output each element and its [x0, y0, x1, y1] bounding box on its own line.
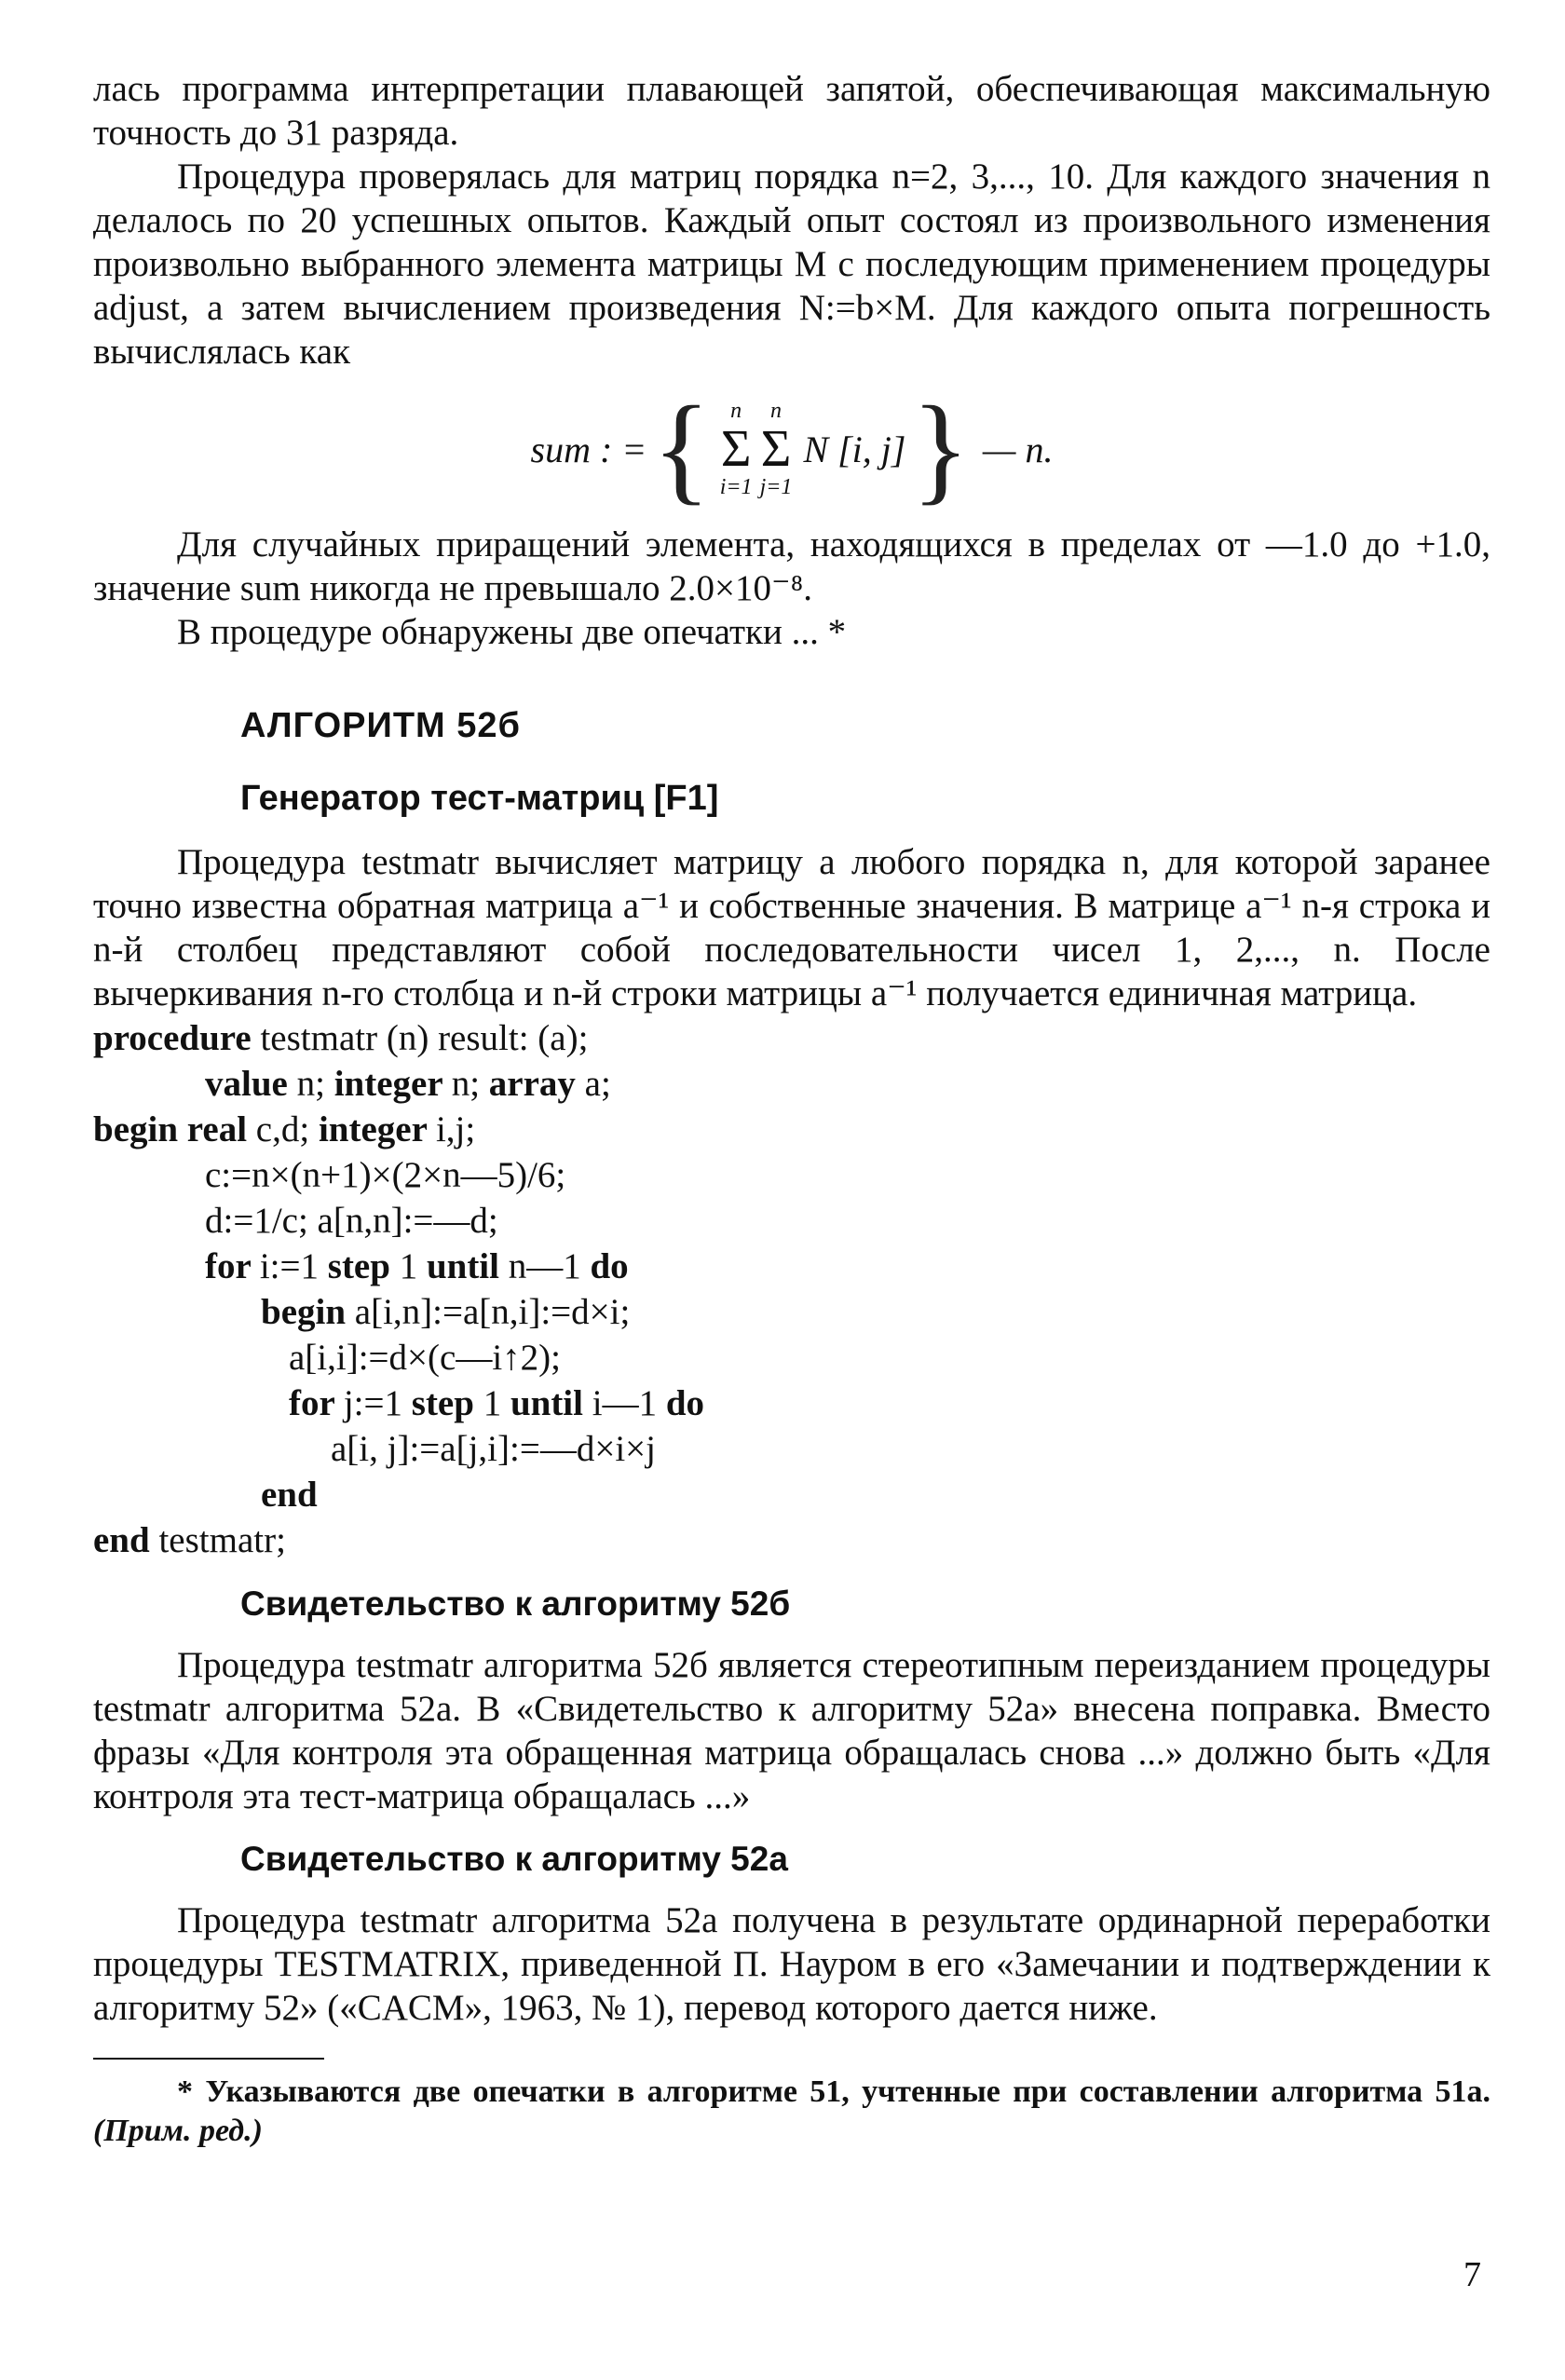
- sum-j-upper: n: [770, 399, 782, 423]
- code-text: c:=n×(n+1)×(2×n—5)/6;: [205, 1155, 566, 1195]
- intro-paragraph-3: Для случайных приращений элемента, находящихся в пределах от —1.0 до +1.0, значение sum никогда не превышало 2.0×10⁻⁸.: [93, 524, 1490, 608]
- sum-i-lower: i=1: [719, 475, 753, 499]
- code-line: [93, 1152, 1490, 1198]
- code-keyword: for: [205, 1246, 260, 1286]
- code-keyword: procedure: [93, 1018, 261, 1058]
- cert-52b-text: Процедура testmatr алгоритма 52б является стереотипным переизданием процедуры testmatr алгоритма 52а. В «Свидетельство к алгоритму 52а» внесена поправка. Вместо фразы «Для контроля эта обращенная матрица обращалась снова ...» должно быть «Для контроля эта тест-матрица обращалась ...»: [93, 1645, 1490, 1816]
- intro-paragraph-1: лась программа интерпретации плавающей запятой, обеспечивающая максимальную точность до 31 разряда.: [93, 69, 1490, 153]
- footnote-divider: [93, 2058, 324, 2060]
- sum-j-lower: j=1: [759, 475, 793, 499]
- code-line: [93, 1380, 1490, 1426]
- formula-brace-open: {: [652, 382, 711, 516]
- intro-paragraph-2: Процедура проверялась для матриц порядка n=2, 3,..., 10. Для каждого значения n делалось по 20 успешных опытов. Каждый опыт состоял из произвольного изменения произвольно выбранного элемента матрицы M с последующим применением процедуры adjust, а затем вычислением произведения N:=b×M. Для каждого опыта погрешность вычислялась как: [93, 156, 1490, 372]
- code-text: 1: [399, 1246, 427, 1286]
- intro-paragraph-4: В процедуре обнаружены две опечатки ... *: [177, 612, 847, 652]
- code-keyword: step: [411, 1383, 483, 1423]
- code-text: i:=1: [259, 1246, 328, 1286]
- footnote-text: Указываются две опечатки в алгоритме 51, учтенные при составлении алгоритма 51а.: [205, 2074, 1491, 2109]
- page-content: [93, 67, 1490, 2151]
- code-text: a[i,n]:=a[n,i]:=d×i;: [354, 1292, 631, 1332]
- page-number: 7: [1463, 2255, 1481, 2294]
- code-text: n;: [451, 1064, 489, 1104]
- code-line: [93, 1198, 1490, 1244]
- error-formula: [93, 379, 1490, 519]
- code-keyword: end: [261, 1475, 327, 1515]
- code-keyword: for: [289, 1383, 344, 1423]
- footnote-editor-note: (Прим. ред.): [93, 2114, 263, 2148]
- code-line: [93, 1426, 1490, 1472]
- code-keyword: integer: [333, 1064, 452, 1104]
- algorithm-subtitle: Генератор тест-матриц [F1]: [240, 779, 719, 818]
- code-keyword: value: [205, 1064, 297, 1104]
- code-listing: [93, 1015, 1490, 1563]
- cert-52a-title: Свидетельство к алгоритму 52а: [240, 1840, 788, 1878]
- code-keyword: array: [488, 1064, 585, 1104]
- footnote: [93, 2073, 1490, 2151]
- sum-i-sigma: Σ: [720, 420, 752, 478]
- code-text: 1: [483, 1383, 510, 1423]
- code-keyword: until: [510, 1383, 592, 1423]
- code-line: [93, 1107, 1490, 1152]
- formula-term: N [i, j]: [803, 428, 906, 470]
- cert-52b-title: Свидетельство к алгоритму 52б: [240, 1584, 791, 1623]
- algorithm-description: Процедура testmatr вычисляет матрицу a любого порядка n, для которой заранее точно известна обратная матрица a⁻¹ и собственные значения. В матрице a⁻¹ n-я строка и n-й столбец представляют собой последовательности чисел 1, 2,..., n. После вычеркивания n-го столбца и n-й строки матрицы a⁻¹ получается единичная матрица.: [93, 842, 1490, 1013]
- code-keyword: until: [426, 1246, 509, 1286]
- cert-52a-text: Процедура testmatr алгоритма 52а получена в результате ординарной переработки процедуры TESTMATRIX, приведенной П. Науром в его «Замечании и подтверждении к алгоритму 52» («CACM», 1963, № 1), перевод которого дается ниже.: [93, 1900, 1490, 2028]
- algorithm-title: АЛГОРИТМ 52б: [240, 706, 521, 745]
- code-text: d:=1/c; a[n,n]:=—d;: [205, 1201, 498, 1241]
- code-keyword: end: [93, 1520, 159, 1560]
- code-keyword: step: [327, 1246, 400, 1286]
- code-keyword: integer: [318, 1109, 436, 1149]
- code-line: [93, 1472, 1490, 1517]
- sum-j-sigma: Σ: [760, 420, 792, 478]
- code-text: a[i, j]:=a[j,i]:=—d×i×j: [331, 1429, 656, 1469]
- footnote-mark: *: [177, 2074, 193, 2109]
- code-text: a[i,i]:=d×(c—i↑2);: [289, 1338, 561, 1378]
- code-keyword: do: [665, 1383, 714, 1423]
- code-line: [93, 1244, 1490, 1289]
- code-text: n;: [296, 1064, 334, 1104]
- code-text: testmatr (n) result: (a);: [260, 1018, 589, 1058]
- code-text: i,j;: [435, 1109, 476, 1149]
- code-text: a;: [584, 1064, 611, 1104]
- code-text: c,d;: [255, 1109, 319, 1149]
- sum-i-upper: n: [730, 399, 742, 423]
- code-keyword: begin: [261, 1292, 355, 1332]
- formula-brace-close: }: [911, 382, 970, 516]
- code-line: [93, 1335, 1490, 1380]
- code-line: [93, 1289, 1490, 1335]
- code-line: [93, 1015, 1490, 1061]
- code-text: j:=1: [343, 1383, 412, 1423]
- code-keyword: begin real: [93, 1109, 256, 1149]
- formula-tail: — n.: [982, 428, 1054, 470]
- formula-sum-j: [760, 399, 793, 499]
- code-keyword: do: [590, 1246, 638, 1286]
- formula-sum-i: [720, 399, 753, 499]
- code-text: i—1: [592, 1383, 666, 1423]
- code-text: n—1: [508, 1246, 591, 1286]
- code-line: [93, 1517, 1490, 1563]
- code-text: testmatr;: [158, 1520, 286, 1560]
- formula-lhs: sum : =: [530, 428, 647, 470]
- code-line: [93, 1061, 1490, 1107]
